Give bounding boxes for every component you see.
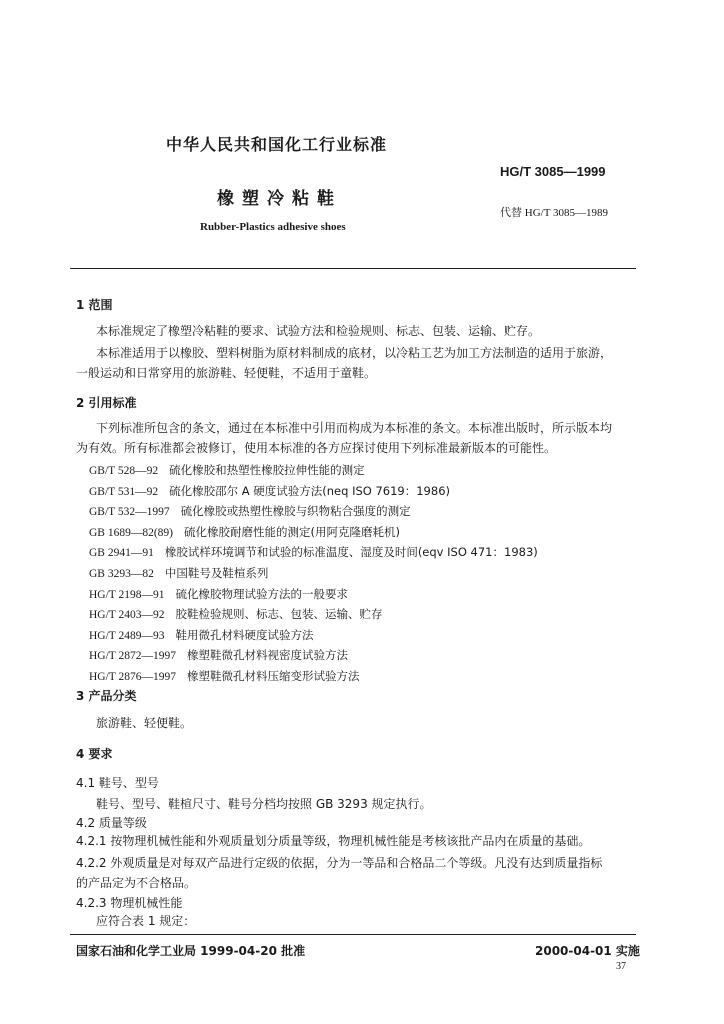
reference-item: [89, 462, 365, 478]
clause-4-1-heading: 4.1 鞋号、型号: [76, 776, 159, 790]
reference-title: 硫化橡胶物理试验方法的一般要求: [175, 586, 348, 601]
clause-4-2-3-heading: 4.2.3 物理机械性能: [76, 896, 183, 910]
reference-code: GB/T 531—92: [89, 485, 159, 498]
reference-code: HG/T 2872—1997: [89, 650, 176, 663]
reference-item: [89, 544, 538, 560]
reference-title: 硫化橡胶或热塑性橡胶与织物粘合强度的测定: [180, 504, 411, 519]
clause-4-2-2-text-b: 的产品定为不合格品。: [76, 876, 197, 890]
reference-title: 中国鞋号及鞋楦系列: [164, 566, 269, 580]
english-title: Rubber-Plastics adhesive shoes: [200, 221, 346, 233]
issuing-body: 中华人民共和国化工行业标准: [166, 135, 388, 154]
reference-code: HG/T 2876—1997: [89, 671, 176, 683]
reference-title: 鞋用微孔材料硬度试验方法: [175, 627, 314, 642]
reference-item: [89, 606, 382, 622]
reference-item: [89, 647, 348, 663]
page-number: 37: [616, 961, 626, 972]
approval-line: 国家石油和化学工业局 1999-04-20 批准: [76, 944, 306, 958]
reference-code: GB/T 532—1997: [89, 506, 170, 519]
replaces-note: 代替 HG/T 3085—1989: [500, 207, 608, 219]
reference-code: GB/T 528—92: [89, 465, 159, 477]
standard-code: [500, 164, 606, 179]
clause-4-2-1-text: 4.2.1 按物理机械性能和外观质量划分质量等级，物理机械性能是考核该批产品内在质量的基础。: [76, 834, 591, 848]
section-1-para-2b: 一般运动和日常穿用的旅游鞋、轻便鞋，不适用于童鞋。: [76, 366, 377, 380]
clause-4-2-heading: 4.2 质量等级: [76, 816, 147, 830]
reference-code: HG/T 2403—92: [89, 609, 165, 622]
reference-code: HG/T 2198—91: [89, 588, 165, 601]
reference-item: [89, 524, 400, 540]
section-2-para-1b: 为有效。所有标准都会被修订，使用本标准的各方应探讨使用下列标准最新版本的可能性。: [76, 441, 557, 455]
reference-title: 硫化橡胶邵尔 A 硬度试验方法(neq ISO 7619：1986): [169, 483, 450, 498]
reference-item: [89, 483, 450, 499]
section-3-para-1: 旅游鞋、轻便鞋。: [96, 716, 193, 730]
reference-title: 硫化橡胶耐磨性能的测定(用阿克隆磨耗机): [183, 524, 400, 539]
clause-4-1-text: 鞋号、型号、鞋楦尺寸、鞋号分档均按照 GB 3293 规定执行。: [96, 797, 432, 811]
section-2-para-1a: 下列标准所包含的条文，通过在本标准中引用而构成为本标准的条文。本标准出版时，所示版本均: [96, 421, 613, 435]
standard-code-text: HG/T 3085—1999: [500, 164, 606, 179]
reference-item: [89, 668, 359, 684]
section-1-heading: 1 范围: [76, 298, 113, 312]
section-1-para-2a: 本标准适用于以橡胶、塑料树脂为原材料制成的底材，以冷粘工艺为加工方法制造的适用于旅游，: [96, 346, 613, 360]
section-4-heading: 4 要求: [76, 747, 113, 761]
reference-title: 橡塑鞋微孔材料视密度试验方法: [186, 648, 348, 663]
clause-4-2-3-text: 应符合表 1 规定：: [96, 914, 196, 928]
implementation-date: 2000-04-01 实施: [535, 944, 640, 958]
reference-item: [89, 565, 268, 581]
reference-code: GB 3293—82: [89, 568, 154, 580]
reference-item: [89, 586, 348, 602]
header-divider: [70, 268, 636, 269]
reference-item: [89, 503, 411, 519]
reference-title: 胶鞋检验规则、标志、包装、运输、贮存: [175, 607, 383, 622]
reference-title: 橡胶试样环境调节和试验的标准温度、湿度及时间(eqv ISO 471：1983): [164, 545, 538, 560]
footer-divider: [70, 934, 636, 935]
document-title: 橡塑冷粘鞋: [217, 189, 342, 209]
section-3-heading: 3 产品分类: [76, 689, 137, 703]
section-2-heading: 2 引用标准: [76, 396, 137, 410]
reference-title: 硫化橡胶和热塑性橡胶拉伸性能的测定: [169, 463, 365, 477]
section-1-para-1: 本标准规定了橡塑冷粘鞋的要求、试验方法和检验规则、标志、包装、运输、贮存。: [96, 324, 541, 338]
reference-code: HG/T 2489—93: [89, 629, 165, 642]
reference-code: GB 2941—91: [89, 547, 154, 560]
reference-title: 橡塑鞋微孔材料压缩变形试验方法: [186, 669, 360, 683]
reference-item: [89, 627, 313, 643]
clause-4-2-2-text-a: 4.2.2 外观质量是对每双产品进行定级的依据，分为一等品和合格品二个等级。凡没有达到质量指标: [76, 856, 603, 870]
reference-code: GB 1689—82(89): [89, 526, 174, 539]
